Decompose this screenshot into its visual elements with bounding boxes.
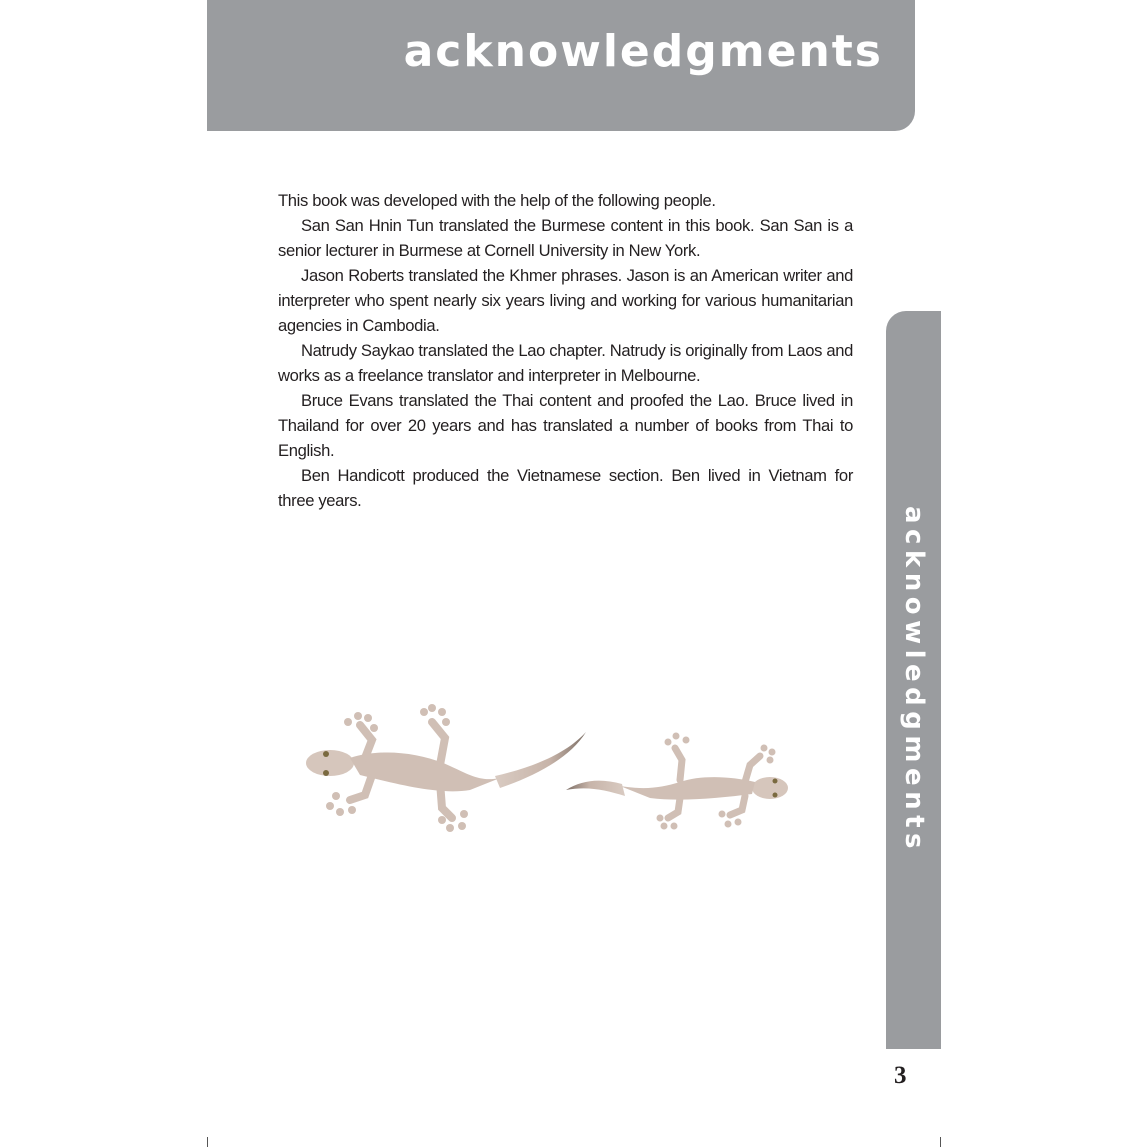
paragraph: Natrudy Saykao translated the Lao chapter. Natrudy is originally from Laos and works as a freelance translator and interpreter in Melbourne. (278, 341, 853, 385)
paragraph: Ben Handicott produced the Vietnamese section. Ben lived in Vietnam for three years. (278, 466, 853, 510)
gecko-right (566, 733, 788, 830)
paragraph: This book was developed with the help of the following people. (278, 191, 716, 210)
crop-mark-right (940, 1137, 941, 1147)
paragraph: San San Hnin Tun translated the Burmese content in this book. San San is a senior lecturer in Burmese at Cornell University in New York. (278, 216, 853, 260)
paragraph: Jason Roberts translated the Khmer phrases. Jason is an American writer and interpreter who spent nearly six years living and working for various humanitarian agencies in Cambodia. (278, 266, 853, 335)
page-title: acknowledgments (403, 26, 883, 77)
paragraph: Bruce Evans translated the Thai content and proofed the Lao. Bruce lived in Thailand for over 20 years and has translated a number of books from Thai to English. (278, 391, 853, 460)
gecko-left (306, 704, 586, 832)
page-number: 3 (894, 1062, 907, 1089)
crop-mark-left (207, 1137, 208, 1147)
side-tab (886, 311, 941, 1049)
side-tab-title: acknowledgments (898, 505, 929, 855)
